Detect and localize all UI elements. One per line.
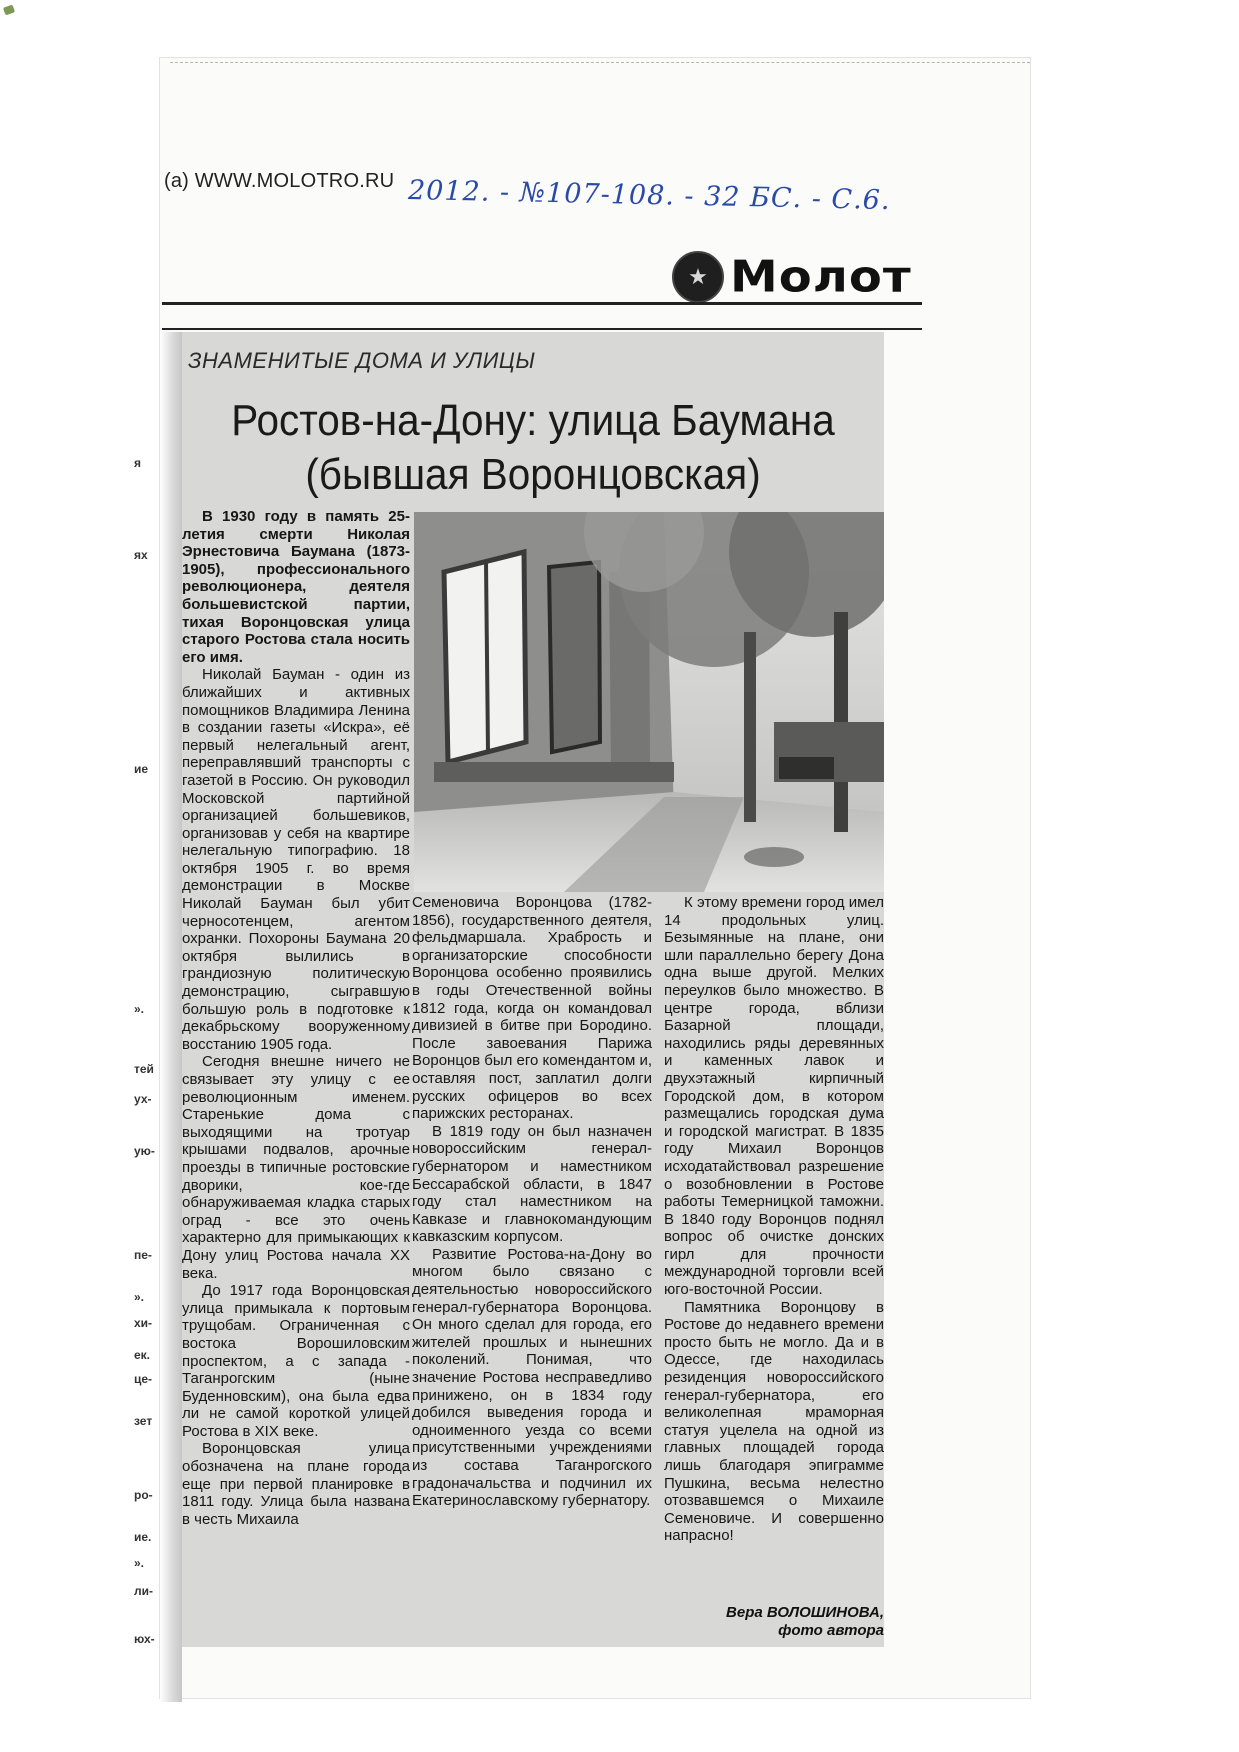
article-title bbox=[210, 394, 856, 502]
adjacent-column-fragment: ». bbox=[134, 1556, 145, 1570]
adjacent-column-fragment: хи- bbox=[134, 1316, 153, 1330]
header-rule bbox=[162, 302, 922, 305]
adjacent-column-fragment: це- bbox=[134, 1372, 153, 1386]
paragraph: До 1917 года Воронцовская улица примыкала к портовым трущобам. Ограниченная с востока Ворошиловским проспектом, а с запада - Таганрогским (ныне Буденновским), она была едва ли не самой короткой улицей Ростова в XIX веке. bbox=[182, 1282, 410, 1440]
street-photo bbox=[414, 512, 884, 892]
paragraph: В 1819 году он был назначен новороссийским генерал-губернатором и наместником Бессарабской области, в 1847 году стал наместником на Кавказе и главнокомандующим кавказским корпусом. bbox=[412, 1122, 652, 1246]
clipping-edge bbox=[170, 62, 1030, 63]
adjacent-column-fragment: ». bbox=[134, 1290, 145, 1304]
website-url: (а) WWW.MOLOTRO.RU bbox=[164, 170, 395, 192]
adjacent-column-fragment: ие. bbox=[134, 1530, 152, 1544]
adjacent-column-fragment: ли- bbox=[134, 1584, 153, 1598]
paragraph: Николай Бауман - один из ближайших и активных помощников Владимира Ленина в создании газеты «Искра», её первый нелегальный агент, переправлявший транспорты с газетой в Россию. Он руководил Московской партийной организацией большевиков, организовав у себя на квартире нелегальную типографию. 18 октября 1905 г. во время демонстрации в Москве Николай Бауман был убит черносотенцем, агентом охранки. Похороны Баумана 20 октября вылились в грандиозную политическую демонстрацию, сыгравшую большую роль в подготовке к декабрьскому вооруженному восстанию 1905 года. bbox=[182, 666, 410, 1053]
paragraph: Семеновича Воронцова (1782-1856), государственного деятеля, фельдмаршала. Храбрость и организаторские способности Воронцова особенно проявились в годы Отечественной войны 1812 года, когда он командовал дивизией в битве при Бородино. После завоевания Парижа Воронцов был его комендантом и, оставляя пост, заплатил долги русских офицеров во всех парижских ресторанах. bbox=[412, 894, 652, 1123]
header-rule-secondary bbox=[162, 328, 922, 330]
order-emblem-icon: ★ bbox=[672, 251, 724, 303]
byline bbox=[664, 1604, 884, 1640]
article-column-3 bbox=[664, 894, 884, 1545]
adjacent-column-edge bbox=[160, 332, 182, 1702]
newspaper-logo bbox=[672, 248, 922, 306]
adjacent-column-fragment: ро- bbox=[134, 1488, 153, 1502]
handwritten-citation: 2012. - №107-108. - 32 БС. - С.6. bbox=[407, 174, 891, 217]
scanner-mark bbox=[3, 5, 15, 16]
adjacent-column-fragment: юх- bbox=[134, 1632, 155, 1646]
adjacent-column-fragment: ». bbox=[134, 1002, 145, 1016]
adjacent-column-fragment: ух- bbox=[134, 1092, 152, 1106]
adjacent-column-fragment: ек. bbox=[134, 1348, 151, 1362]
adjacent-column-fragment: пе- bbox=[134, 1248, 152, 1262]
adjacent-column-fragment: я bbox=[134, 456, 142, 470]
street-photo-illustration bbox=[414, 512, 884, 892]
lead-paragraph: В 1930 году в память 25-летия смерти Николая Эрнестовича Баумана (1873-1905), профессионального революционера, деятеля большевистской партии, тихая Воронцовская улица старого Ростова стала носить его имя. bbox=[182, 508, 410, 666]
article-column-2 bbox=[412, 894, 652, 1510]
paragraph: Воронцовская улица обозначена на плане города еще при первой планировке в 1811 году. Улица была названа в честь Михаила bbox=[182, 1440, 410, 1528]
paragraph: К этому времени город имел 14 продольных улиц. Безымянные на плане, они шли параллельно берегу Дона одна выше другой. Мелких переулков было множество. В центре города, вблизи Базарной площади, находились ряды деревянных и каменных лавок и двухэтажный кирпичный Городской дом, в котором размещались городская дума и городской магистрат. В 1835 году Михаил Воронцов исходатайствовал разрешение о возобновлении в Ростове работы Темерницкой таможни. В 1840 году Воронцов поднял вопрос об очистке донских гирл для прочности международной торговли всей юго-восточной России. bbox=[664, 894, 884, 1299]
author-name: Вера ВОЛОШИНОВА, bbox=[726, 1604, 884, 1621]
adjacent-column-fragment: тей bbox=[134, 1062, 154, 1076]
logo-text: Молот bbox=[730, 251, 912, 303]
adjacent-column-fragment: ую- bbox=[134, 1144, 155, 1158]
title-line-2: (бывшая Воронцовская) bbox=[305, 450, 761, 499]
adjacent-column-fragment: зет bbox=[134, 1414, 153, 1428]
article-column-1 bbox=[182, 508, 410, 1528]
paragraph: Сегодня внешне ничего не связывает эту улицу с ее революционным именем. Старенькие дома с выходящими на тротуар крышами подвалов, арочные проезды в типичные ростовские дворики, кое-где обнаруживаемая кладка старых оград - все это очень характерно для примыкающих к Дону улиц Ростова начала XX века. bbox=[182, 1053, 410, 1282]
paragraph: Памятника Воронцову в Ростове до недавнего времени просто быть не могло. Да и в Одессе, где находилась резиденция новороссийского генерал-губернатора, его великолепная мраморная статуя уцелела на одной из главных площадей города лишь благодаря эпиграмме Пушкина, весьма нелестно отозвавшемся о Михаиле Семеновиче. И совершенно напрасно! bbox=[664, 1298, 884, 1545]
adjacent-column-fragment: ие bbox=[134, 762, 149, 776]
adjacent-column-fragment: ях bbox=[134, 548, 148, 562]
photo-credit: фото автора bbox=[778, 1622, 884, 1639]
rubric: ЗНАМЕНИТЫЕ ДОМА И УЛИЦЫ bbox=[188, 348, 536, 373]
paragraph: Развитие Ростова-на-Дону во многом было связано с деятельностью новороссийского генерал-губернатора Воронцова. Он много сделал для города, его жителей прошлых и нынешних поколений. Понимая, что значение Ростова несправедливо принижено, он в 1834 году добился выведения города и одноименного уезда со всеми присутственными учреждениями из состава Таганрогского градоначальства и подчинил их Екатеринославскому губернатору. bbox=[412, 1245, 652, 1510]
title-line-1: Ростов-на-Дону: улица Баумана bbox=[231, 396, 835, 445]
